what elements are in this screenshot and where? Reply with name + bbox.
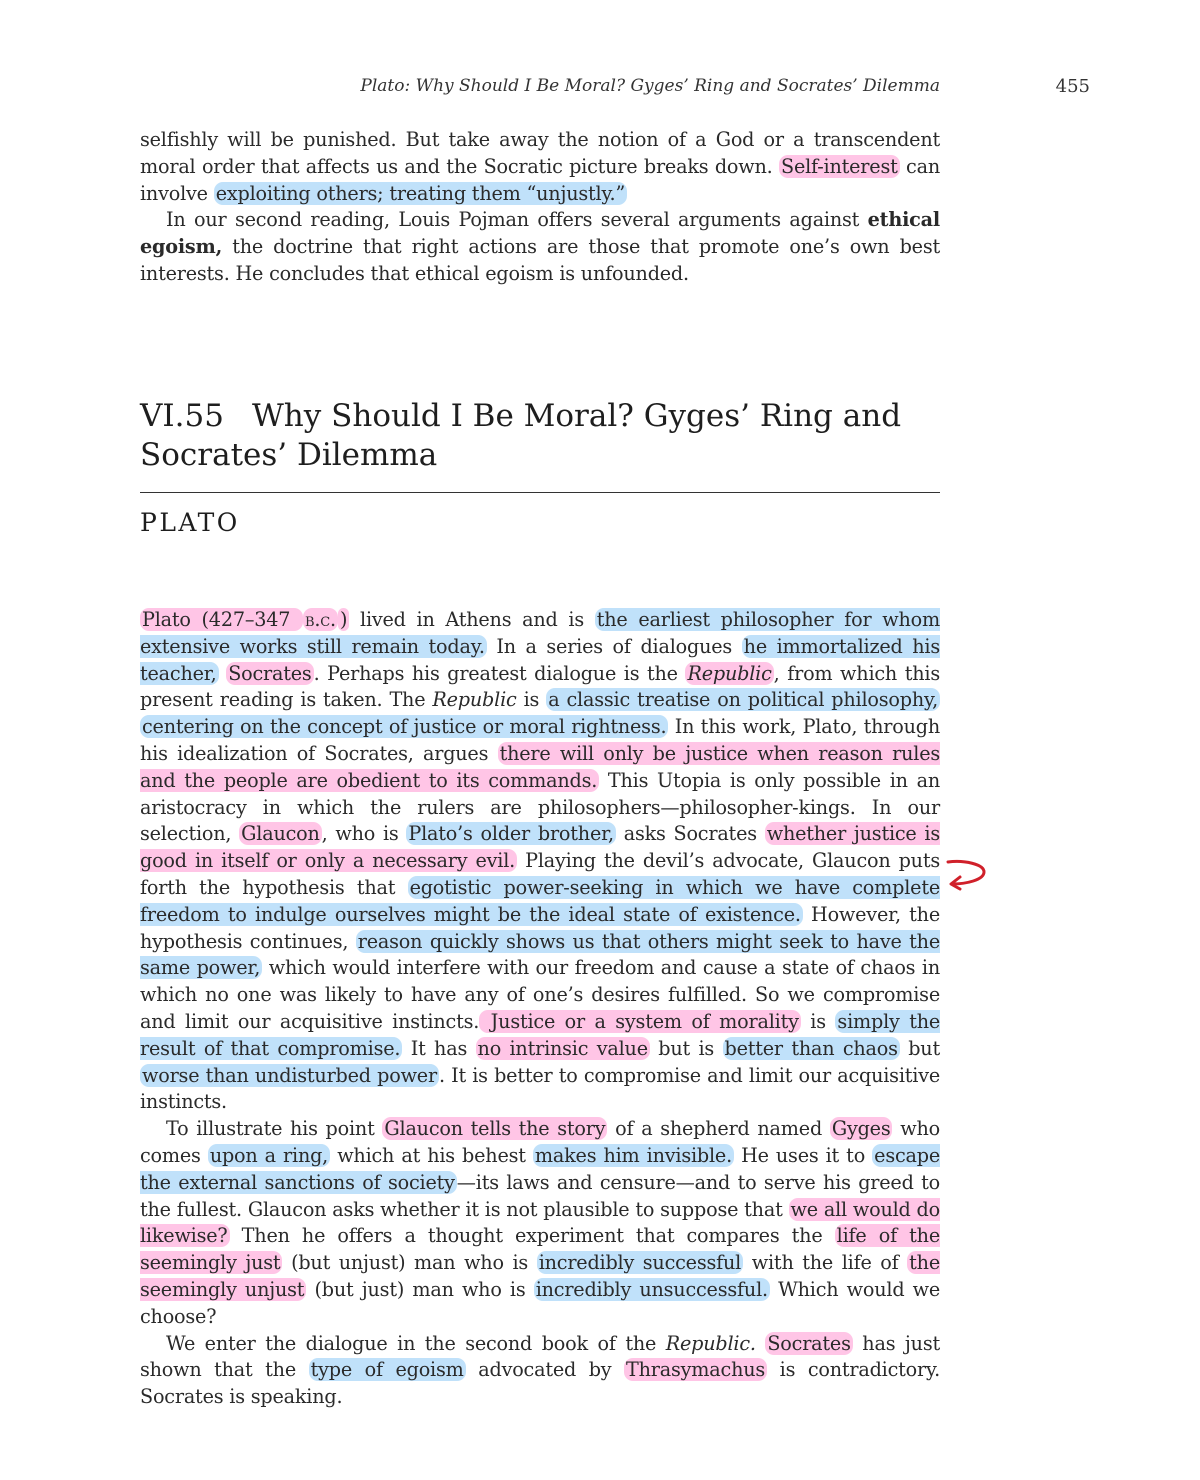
- highlight-blue: better than chaos: [724, 1036, 898, 1060]
- text-run: can involve: [140, 154, 940, 205]
- section-number: VI.55: [140, 398, 224, 434]
- text-run: but: [899, 1036, 940, 1060]
- text-run: but is: [649, 1036, 723, 1060]
- highlight-blue: reason quickly shows us that others might seek to have the same power,: [140, 929, 940, 980]
- pen-arrow-icon: [944, 856, 990, 892]
- text-run: . Perhaps his greatest dialogue is the: [313, 661, 686, 685]
- text-run: , who is: [321, 822, 407, 846]
- highlight-blue: egotistic power-seeking in which we have complete freedom to indulge ourselves might be the ideal state of existence.: [140, 875, 940, 926]
- body-text: [140, 607, 940, 1411]
- text-run: which at his behest: [330, 1143, 533, 1167]
- text-run: Which would we choose?: [140, 1277, 940, 1328]
- highlight-blue: incredibly successful: [538, 1251, 742, 1275]
- highlight-blue: worse than undisturbed power: [142, 1063, 437, 1087]
- text-run: has just shown that the: [140, 1331, 940, 1382]
- author-name: PLATO: [140, 508, 240, 537]
- text-run: Republic: [432, 688, 517, 712]
- highlight-blue: simply the result of that compromise.: [140, 1009, 941, 1060]
- highlight-pink: Glaucon tells the story: [384, 1117, 606, 1141]
- page-number: 455: [1055, 76, 1090, 97]
- highlight-pink: whether justice is good in itself or only a necessary evil.: [140, 822, 941, 873]
- highlight-pink: there will only be justice when reason rules and the people are obedient to its commands.: [140, 741, 941, 792]
- text-run: —its laws and censure—and to serve his greed to the fullest. Glaucon asks whether it is not plausible to suppose that: [140, 1170, 941, 1221]
- highlight-pink: no intrinsic value: [477, 1036, 648, 1060]
- text-run: advocated by: [465, 1358, 625, 1382]
- highlight-pink: Gyges: [831, 1117, 891, 1141]
- text-run: Playing the devil’s advocate, Glaucon puts forth the hypothesis that: [140, 849, 940, 899]
- text-run: lived in Athens and is: [349, 608, 595, 631]
- highlight-blue: Plato’s older brother,: [408, 822, 614, 846]
- text-run: We enter the dialogue in the second book of the: [166, 1331, 666, 1355]
- highlight-pink: Plato (427–347: [142, 608, 302, 631]
- text-run: with the life of: [743, 1251, 908, 1275]
- intro-text: [140, 127, 940, 288]
- body-paragraph-3: [140, 1331, 940, 1411]
- text-run: In this work, Plato, through his idealization of Socrates, argues: [140, 715, 940, 765]
- text-run: which would interfere with our freedom and cause a state of chaos in which no one was likely to have any of one’s desires fulfilled. So we compromise and limit our acquisitive instincts.: [140, 956, 940, 1033]
- highlight-pink: Socrates: [767, 1331, 851, 1355]
- highlight-blue: upon a ring,: [209, 1143, 329, 1167]
- text-run: This Utopia is only possible in an aristocracy in which the rulers are philosophers—philosopher-kings. In our selection,: [140, 768, 940, 846]
- highlight-pink: we all would do likewise?: [140, 1197, 940, 1248]
- highlight-blue: the earliest philosopher for whom extensive works still remain today.: [140, 608, 940, 658]
- text-run: Then he offers a thought experiment that compares the: [229, 1224, 835, 1248]
- highlight-pink: Self-interest: [781, 154, 898, 178]
- highlight-blue: centering on the concept of justice or moral rightness.: [142, 715, 667, 739]
- highlight-blue: incredibly unsuccessful.: [535, 1277, 768, 1301]
- text-run: asks Socrates: [615, 822, 765, 846]
- text-run: . It is better to compromise and limit our acquisitive instincts.: [140, 1063, 941, 1114]
- highlight-pink: Socrates: [228, 661, 312, 685]
- highlight-pink: Republic: [687, 661, 772, 685]
- highlight-blue: a classic treatise on political philosophy,: [548, 688, 938, 712]
- highlight-blue: he immortalized his teacher,: [140, 634, 941, 685]
- text-run: is: [516, 688, 547, 712]
- highlight-pink: Justice or a system of morality: [481, 1009, 799, 1033]
- text-run: selfishly will be punished. But take away the notion of a God or a transcendent moral order that affects us and the Socratic picture breaks down.: [140, 128, 940, 178]
- highlight-pink: Glaucon: [241, 822, 320, 846]
- bold-term: ethical egoism,: [140, 208, 940, 259]
- text-run: Republic.: [665, 1331, 756, 1355]
- highlight-pink: ): [339, 608, 348, 631]
- body-paragraph-2: [140, 1116, 940, 1330]
- highlight-blue: exploiting others; treating them “unjustly.”: [215, 181, 626, 205]
- highlight-pink: the seemingly unjust: [140, 1251, 940, 1301]
- section-heading: [140, 397, 940, 475]
- text-run: of a shepherd named: [607, 1117, 830, 1141]
- highlight-pink: Thrasymachus: [626, 1358, 766, 1382]
- intro-paragraph-2: [140, 207, 940, 287]
- text-run: To illustrate his point: [166, 1117, 383, 1141]
- text-run: In our second reading, Louis Pojman offers several arguments against: [166, 208, 868, 232]
- text-run: He uses it to: [733, 1143, 873, 1167]
- text-run: is contradictory. Socrates is speaking.: [140, 1358, 940, 1409]
- text-run: (but just) man who is: [306, 1277, 534, 1301]
- intro-paragraph-1: [140, 127, 940, 207]
- text-run: , from which this present reading is taken. The: [140, 661, 940, 712]
- text-run: However, the hypothesis continues,: [140, 902, 940, 953]
- text-run: (but unjust) man who is: [282, 1251, 537, 1275]
- running-head: Plato: Why Should I Be Moral? Gyges’ Ring and Socrates’ Dilemma: [360, 76, 940, 96]
- body-paragraph-1: [140, 607, 940, 1116]
- text-run: is: [800, 1009, 836, 1033]
- text-run: who comes: [140, 1117, 940, 1167]
- section-title: Why Should I Be Moral? Gyges’ Ring and Socrates’ Dilemma: [140, 398, 902, 473]
- highlight-blue: escape the external sanctions of society: [140, 1143, 940, 1194]
- text-run: [756, 1332, 766, 1355]
- text-run: the doctrine that right actions are those that promote one’s own best interests. He concludes that ethical egoism is unfounded.: [140, 235, 940, 285]
- highlight-blue: type of egoism: [310, 1358, 464, 1382]
- highlight-pink: life of the seemingly just: [140, 1224, 940, 1275]
- text-run: It has: [402, 1036, 476, 1060]
- text-run: In a series of dialogues: [486, 634, 742, 658]
- heading-rule: [140, 492, 940, 493]
- highlight-pink: b.c.: [305, 608, 336, 631]
- highlight-blue: makes him invisible.: [534, 1143, 732, 1167]
